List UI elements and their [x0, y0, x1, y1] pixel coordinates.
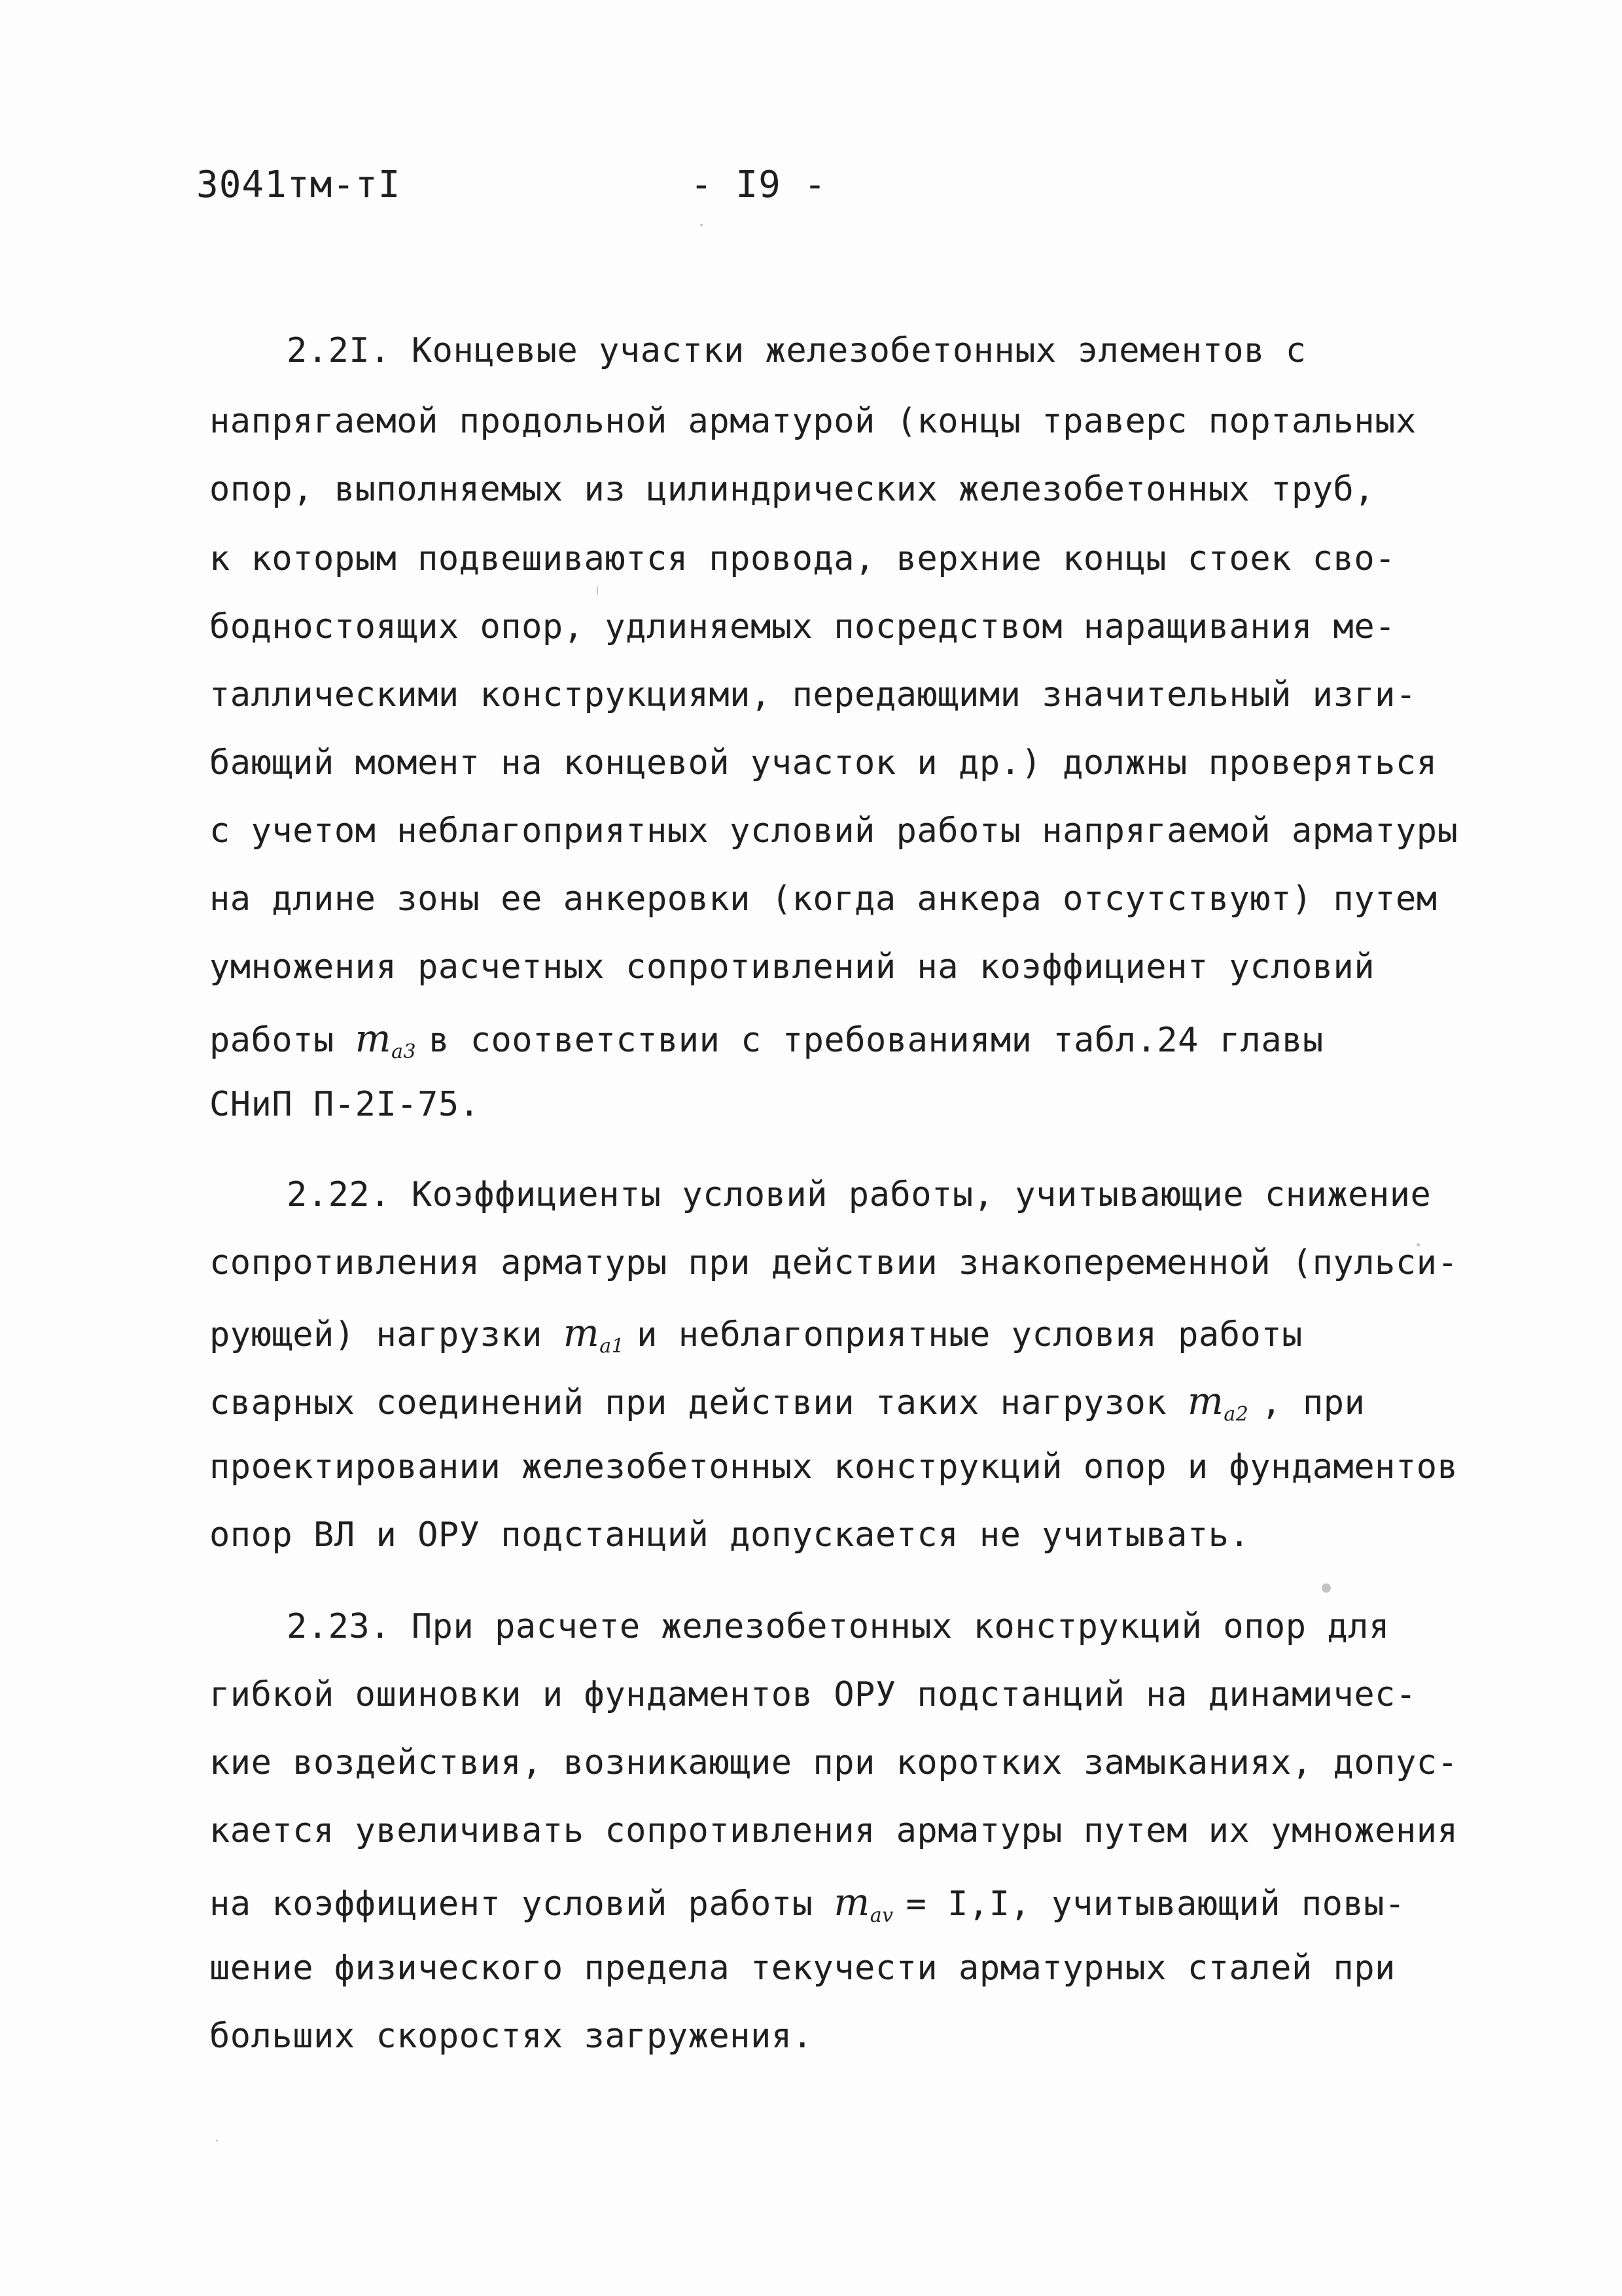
paragraph-2-line-2: сопротивления арматуры при действии знакопеременной (пульси- [209, 1243, 1458, 1282]
paragraph-2-line-5: проектировании железобетонных конструкций опор и фундаментов [209, 1447, 1458, 1487]
paragraph-3-line-2: гибкой ошиновки и фундаментов ОРУ подстанций на динамичес- [209, 1675, 1417, 1714]
paragraph-1-work-label: работы [209, 1021, 334, 1060]
paragraph-2-line-3-end: и неблагоприятные условия работы [637, 1315, 1303, 1354]
math-symbol-m-a2-subscript: a2 [1224, 1403, 1249, 1426]
scan-speck [1417, 1243, 1420, 1246]
paragraph-2-line-4-end: , при [1261, 1383, 1366, 1422]
math-symbol-m-a3-base: m [355, 1016, 392, 1061]
page-number: - I9 - [690, 164, 827, 206]
paragraph-3-line-3: кие воздействия, возникающие при коротких замыканиях, допус- [209, 1743, 1458, 1782]
scan-speck [597, 586, 598, 596]
scan-speck [216, 2140, 218, 2142]
paragraph-2-line-3 [209, 1311, 1303, 1358]
paragraph-1-line-8: с учетом неблагоприятных условий работы напрягаемой арматуры [209, 811, 1458, 851]
math-symbol-m-av-subscript: av [870, 1904, 894, 1927]
paragraph-3-line-6: шение физического предела текучести арматурных сталей при [209, 1949, 1396, 1988]
paragraph-2-line-3-start: рующей) нагрузки [209, 1315, 542, 1354]
math-symbol-m-a3-subscript: a3 [391, 1040, 417, 1063]
paragraph-1-line-5: бодностоящих опор, удлиняемых посредством наращивания ме- [209, 607, 1396, 646]
document-code: 3041тм-тI [196, 164, 401, 206]
paragraph-3-line-4: кается увеличивать сопротивления арматуры путем их умножения [209, 1811, 1458, 1850]
paragraph-1-line-9: на длине зоны ее анкеровки (когда анкера отсутствуют) путем [209, 879, 1437, 919]
paragraph-3-line-7: больших скоростях загружения. [209, 2017, 813, 2056]
paragraph-2-line-4 [209, 1379, 1366, 1426]
paragraph-2-line-4-start: сварных соединений при действии таких нагрузок [209, 1383, 1167, 1422]
paragraph-2-line-1: 2.22. Коэффициенты условий работы, учитывающие снижение [287, 1175, 1432, 1214]
paragraph-1-line-6: таллическими конструкциями, передающими значительный изги- [209, 675, 1417, 715]
paragraph-1-line-10: умножения расчетных сопротивлений на коэффициент условий [209, 947, 1375, 987]
math-symbol-m-a1 [563, 1311, 637, 1358]
math-symbol-m-a3 [355, 1016, 429, 1061]
paragraph-3-line-1: 2.23. При расчете железобетонных конструкций опор для [287, 1607, 1390, 1646]
paragraph-2-line-6: опор ВЛ и ОРУ подстанций допускается не учитывать. [209, 1515, 1250, 1555]
math-symbol-m-a1-subscript: a1 [599, 1335, 625, 1358]
math-symbol-m-av [834, 1880, 906, 1927]
paragraph-1-line-12: СНиП П-2I-75. [209, 1085, 480, 1124]
paragraph-1-line-3: опор, выполняемых из цилиндрических железобетонных труб, [209, 470, 1375, 509]
paragraph-3-line-5-end: = I,I, учитывающий повы- [906, 1884, 1405, 1924]
paragraph-1-line-11-rest: в соответствии с требованиями табл.24 главы [429, 1021, 1324, 1060]
scan-speck [1322, 1583, 1331, 1593]
math-symbol-m-av-base: m [834, 1880, 870, 1924]
paragraph-1-line-11 [209, 1016, 1324, 1063]
paragraph-3-line-5-start: на коэффициент условий работы [209, 1884, 813, 1924]
scan-speck [700, 224, 703, 226]
math-symbol-m-a2-base: m [1187, 1379, 1224, 1423]
paragraph-1-line-2: напрягаемой продольной арматурой (концы траверс портальных [209, 402, 1417, 441]
math-symbol-m-a2 [1187, 1379, 1261, 1426]
paragraph-1-line-1: 2.2I. Концевые участки железобетонных элементов с [287, 331, 1307, 370]
math-symbol-m-a1-base: m [563, 1311, 600, 1355]
paragraph-1-line-7: бающий момент на концевой участок и др.) должны проверяться [209, 743, 1437, 783]
paragraph-3-line-5 [209, 1880, 1405, 1927]
paragraph-1-line-4: к которым подвешиваются провода, верхние концы стоек сво- [209, 539, 1396, 578]
